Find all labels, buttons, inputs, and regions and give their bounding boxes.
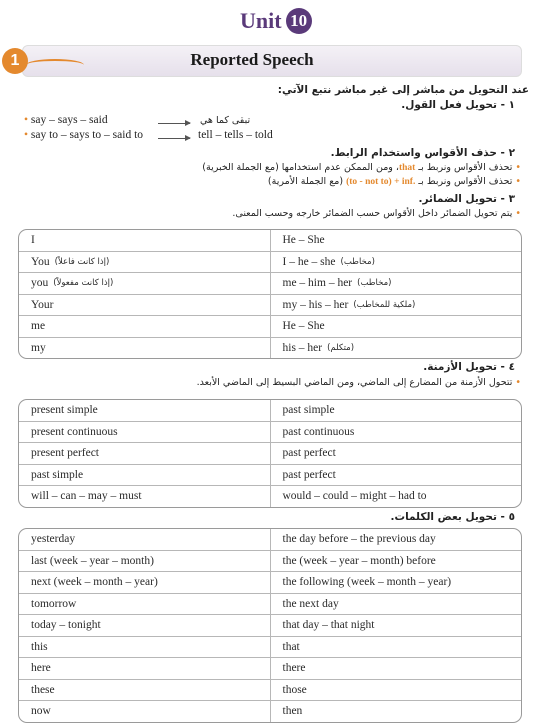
table-cell: now bbox=[19, 701, 271, 722]
table-row bbox=[19, 338, 521, 359]
table-cell: present perfect bbox=[19, 443, 271, 464]
table-row bbox=[19, 701, 521, 722]
table-cell: today – tonight bbox=[19, 615, 271, 636]
table-row bbox=[19, 658, 521, 680]
arrow-icon bbox=[158, 138, 190, 139]
verb-to-2: tell – tells – told bbox=[198, 129, 273, 141]
table-cell: then bbox=[282, 705, 303, 718]
table-cell: me – him – her (مخاطب) bbox=[282, 277, 392, 290]
page-title: Reported Speech bbox=[190, 50, 314, 69]
verb-to-1: تبقى كما هي bbox=[200, 115, 251, 126]
tenses-heading: ٤ - تحويل الأزمنة. bbox=[423, 361, 515, 373]
table-row bbox=[19, 316, 521, 338]
table-cell: me bbox=[19, 316, 271, 337]
arrow-icon bbox=[158, 123, 190, 124]
table-row bbox=[19, 486, 521, 507]
table-cell: these bbox=[19, 680, 271, 701]
table-cell: tomorrow bbox=[19, 594, 271, 615]
table-row bbox=[19, 273, 521, 295]
intro-heading: عند التحويل من مباشر إلى غير مباشر نتبع الآتي: bbox=[277, 84, 529, 96]
table-cell: past continuous bbox=[282, 425, 355, 438]
table-cell: that day – that night bbox=[282, 619, 375, 632]
table-cell: my – his – her (ملكية للمخاطب) bbox=[282, 298, 416, 311]
table-cell: this bbox=[19, 637, 271, 658]
step1-heading: ١ - تحويل فعل القول. bbox=[401, 99, 515, 111]
table-cell: last (week – year – month) bbox=[19, 551, 271, 572]
table-row bbox=[19, 252, 521, 274]
table-row bbox=[19, 400, 521, 422]
words-heading: ٥ - تحويل بعض الكلمات. bbox=[390, 511, 515, 523]
table-cell: yesterday bbox=[19, 529, 271, 550]
verb-from-2: • say to – says to – said to bbox=[24, 129, 144, 141]
table-cell: that bbox=[282, 640, 300, 653]
table-cell: present simple bbox=[19, 400, 271, 421]
step2-bullet-2: • تحذف الأقواس ونربط بـ (to - not to) + inf. (مع الجملة الأمرية) bbox=[267, 176, 521, 187]
table-cell: here bbox=[19, 658, 271, 679]
table-cell: He – She bbox=[282, 320, 325, 333]
table-cell: the (week – year – month) before bbox=[282, 554, 436, 567]
table-row bbox=[19, 637, 521, 659]
table-row bbox=[19, 551, 521, 573]
table-cell: He – She bbox=[282, 234, 325, 247]
step3-bullet: • يتم تحويل الضمائر داخل الأقواس حسب الضمائر خارجه وحسب المعنى. bbox=[232, 208, 521, 219]
table-cell: next (week – month – year) bbox=[19, 572, 271, 593]
table-cell: his – her (متكلم) bbox=[282, 341, 355, 354]
table-row bbox=[19, 443, 521, 465]
table-cell: would – could – might – had to bbox=[282, 490, 427, 503]
unit-number: 10 bbox=[286, 8, 312, 34]
table-row bbox=[19, 572, 521, 594]
unit-label: Unit bbox=[240, 8, 282, 33]
table-cell: the next day bbox=[282, 597, 339, 610]
table-cell: past simple bbox=[19, 465, 271, 486]
lesson-number: 1 bbox=[2, 48, 28, 74]
table-cell: the day before – the previous day bbox=[282, 533, 436, 546]
table-row bbox=[19, 615, 521, 637]
table-row bbox=[19, 230, 521, 252]
step2-heading: ٢ - حذف الأقواس واستخدام الرابط. bbox=[330, 147, 515, 159]
table-row bbox=[19, 680, 521, 702]
step2-bullet-1: • تحذف الأقواس ونربط بـ that، ومن الممكن عدم استخدامها (مع الجملة الخبرية) bbox=[202, 162, 521, 173]
unit-badge bbox=[240, 7, 312, 35]
table-row bbox=[19, 529, 521, 551]
table-cell: my bbox=[19, 338, 271, 359]
table-cell: You (إذا كانت فاعلاً) bbox=[19, 252, 271, 273]
table-cell: present continuous bbox=[19, 422, 271, 443]
verb-from-1: • say – says – said bbox=[24, 114, 108, 126]
table-cell: I – he – she (مخاطب) bbox=[282, 255, 375, 268]
table-cell: you (إذا كانت مفعولاً) bbox=[19, 273, 271, 294]
table-cell: Your bbox=[19, 295, 271, 316]
table-cell: past perfect bbox=[282, 468, 336, 481]
tenses-bullet: • تتحول الأزمنة من المضارع إلى الماضي، ومن الماضي البسيط إلى الماضي الأبعد. bbox=[196, 377, 521, 388]
table-cell: past perfect bbox=[282, 447, 336, 460]
table-row bbox=[19, 465, 521, 487]
table-cell: those bbox=[282, 683, 307, 696]
pronouns-table bbox=[18, 229, 522, 359]
tenses-table bbox=[18, 399, 522, 508]
table-row bbox=[19, 422, 521, 444]
words-table bbox=[18, 528, 522, 723]
step3-heading: ٣ - تحويل الضمائر. bbox=[418, 193, 515, 205]
table-cell: will – can – may – must bbox=[19, 486, 271, 507]
table-row bbox=[19, 594, 521, 616]
table-cell: past simple bbox=[282, 404, 335, 417]
table-row bbox=[19, 295, 521, 317]
table-cell: the following (week – month – year) bbox=[282, 576, 452, 589]
table-cell: there bbox=[282, 662, 306, 675]
table-cell: I bbox=[19, 230, 271, 251]
